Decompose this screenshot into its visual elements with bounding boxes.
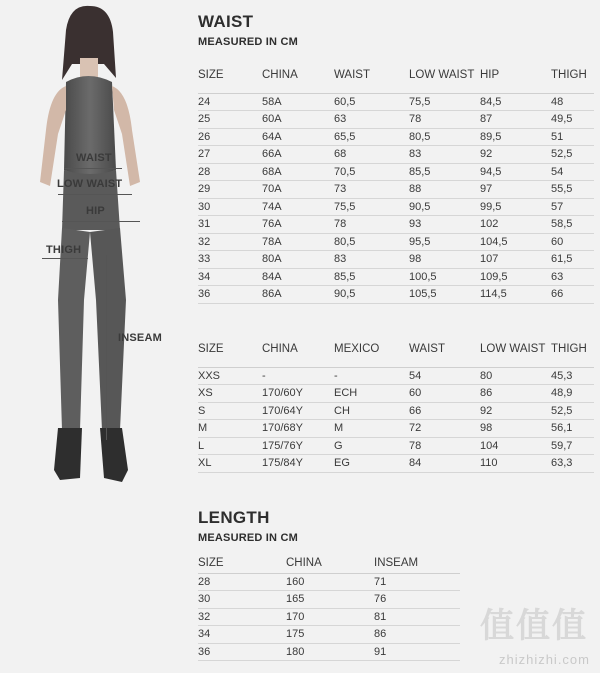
letter-table-row (198, 455, 594, 473)
table-cell: 68A (262, 163, 334, 181)
table-cell: 24 (198, 93, 262, 111)
table-cell: 86A (262, 286, 334, 304)
table-cell: 114,5 (480, 286, 551, 304)
table-cell: XL (198, 455, 262, 473)
table-cell: 68 (334, 146, 409, 164)
table-cell: 60,5 (334, 93, 409, 111)
table-cell: 93 (409, 216, 480, 234)
table-cell: 27 (198, 146, 262, 164)
table-cell: 70A (262, 181, 334, 199)
table-cell: 70,5 (334, 163, 409, 181)
low-waist-line (58, 194, 132, 195)
table-cell: 80,5 (409, 128, 480, 146)
waist-table-row (198, 111, 594, 129)
table-cell: 104 (480, 437, 551, 455)
table-cell: 60A (262, 111, 334, 129)
table-cell: 109,5 (480, 268, 551, 286)
table-cell: 64A (262, 128, 334, 146)
table-cell: 165 (286, 591, 374, 609)
waist-table-row (198, 233, 594, 251)
length-section-subtitle: MEASURED IN CM (198, 532, 298, 544)
table-cell: 175/84Y (262, 455, 334, 473)
table-cell: 48 (551, 93, 594, 111)
table-cell: 55,5 (551, 181, 594, 199)
table-cell: 65,5 (334, 128, 409, 146)
table-cell: 98 (409, 251, 480, 269)
table-cell: 58,5 (551, 216, 594, 234)
table-cell: - (334, 367, 409, 385)
table-cell: 32 (198, 233, 262, 251)
waist-table-row (198, 181, 594, 199)
table-cell: 99,5 (480, 198, 551, 216)
waist-section-subtitle: MEASURED IN CM (198, 36, 298, 48)
table-cell: 89,5 (480, 128, 551, 146)
waist-line (64, 168, 122, 169)
table-cell: 87 (480, 111, 551, 129)
table-cell: 86 (374, 626, 460, 644)
table-cell: 175/76Y (262, 437, 334, 455)
table-cell: 30 (198, 591, 286, 609)
table-cell: 100,5 (409, 268, 480, 286)
table-cell: 175 (286, 626, 374, 644)
table-cell: 34 (198, 268, 262, 286)
label-thigh: THIGH (46, 244, 82, 256)
waist-table-row (198, 286, 594, 304)
label-low-waist: LOW WAIST (57, 178, 123, 190)
col-header-china: CHINA (286, 556, 374, 573)
table-cell: 57 (551, 198, 594, 216)
table-cell: 170/64Y (262, 402, 334, 420)
col-header-china: CHINA (262, 60, 334, 93)
length-table-row (198, 608, 460, 626)
table-cell: L (198, 437, 262, 455)
col-header-waist: WAIST (334, 60, 409, 93)
table-cell: 61,5 (551, 251, 594, 269)
table-cell: 73 (334, 181, 409, 199)
table-cell: 49,5 (551, 111, 594, 129)
waist-table-row (198, 128, 594, 146)
watermark-glyphs: 值值值 (480, 607, 588, 645)
length-table-row (198, 643, 460, 661)
col-header-thigh: THIGH (551, 60, 594, 93)
table-cell: 60 (409, 385, 480, 403)
table-cell: 74A (262, 198, 334, 216)
model-figure (0, 0, 190, 500)
table-cell: 83 (409, 146, 480, 164)
length-table (198, 556, 460, 661)
table-cell: EG (334, 455, 409, 473)
waist-table-header (198, 60, 594, 93)
table-cell: 102 (480, 216, 551, 234)
table-cell: 80,5 (334, 233, 409, 251)
table-cell: 36 (198, 643, 286, 661)
letter-table-header (198, 333, 594, 367)
table-cell: 25 (198, 111, 262, 129)
thigh-line (42, 258, 88, 259)
table-cell: 58A (262, 93, 334, 111)
table-cell: 85,5 (334, 268, 409, 286)
table-cell: 92 (480, 146, 551, 164)
table-cell: 59,7 (551, 437, 594, 455)
table-cell: 34 (198, 626, 286, 644)
label-waist: WAIST (76, 152, 112, 164)
table-cell: CH (334, 402, 409, 420)
letter-table-row (198, 367, 594, 385)
letter-table-row (198, 385, 594, 403)
waist-table-row (198, 93, 594, 111)
waist-table-row (198, 268, 594, 286)
table-cell: 45,3 (551, 367, 594, 385)
table-cell: 75,5 (334, 198, 409, 216)
table-cell: 97 (480, 181, 551, 199)
table-cell: 54 (551, 163, 594, 181)
table-cell: 84A (262, 268, 334, 286)
table-cell: 86 (480, 385, 551, 403)
table-cell: 95,5 (409, 233, 480, 251)
table-cell: 29 (198, 181, 262, 199)
table-cell: 85,5 (409, 163, 480, 181)
table-cell: 51 (551, 128, 594, 146)
table-cell: 63,3 (551, 455, 594, 473)
table-cell: 80A (262, 251, 334, 269)
waist-table-row (198, 146, 594, 164)
length-section (198, 508, 298, 544)
table-cell: 26 (198, 128, 262, 146)
table-cell: 56,1 (551, 420, 594, 438)
table-cell: 66A (262, 146, 334, 164)
table-cell: M (198, 420, 262, 438)
table-cell: 170 (286, 608, 374, 626)
table-cell: 30 (198, 198, 262, 216)
table-cell: 63 (551, 268, 594, 286)
table-cell: 170/68Y (262, 420, 334, 438)
col-header-mexico: MEXICO (334, 333, 409, 367)
table-cell: 78 (334, 216, 409, 234)
table-cell: 54 (409, 367, 480, 385)
table-cell: 72 (409, 420, 480, 438)
hip-line (62, 221, 140, 222)
table-cell: 90,5 (409, 198, 480, 216)
col-header-thigh: THIGH (551, 333, 594, 367)
table-cell: 91 (374, 643, 460, 661)
col-header-waist: WAIST (409, 333, 480, 367)
table-cell: 75,5 (409, 93, 480, 111)
waist-table-row (198, 198, 594, 216)
col-header-size: SIZE (198, 60, 262, 93)
table-cell: 80 (480, 367, 551, 385)
table-cell: 48,9 (551, 385, 594, 403)
letter-table-row (198, 420, 594, 438)
length-table-row (198, 626, 460, 644)
table-cell: 31 (198, 216, 262, 234)
label-hip: HIP (86, 205, 105, 217)
length-table-row (198, 591, 460, 609)
table-cell: 84,5 (480, 93, 551, 111)
table-cell: 32 (198, 608, 286, 626)
table-cell: 180 (286, 643, 374, 661)
table-cell: - (262, 367, 334, 385)
table-cell: 28 (198, 573, 286, 591)
waist-table-body (198, 93, 594, 303)
waist-section-title: WAIST (198, 12, 254, 31)
table-cell: 92 (480, 402, 551, 420)
col-header-hip: HIP (480, 60, 551, 93)
table-cell: 28 (198, 163, 262, 181)
letter-table-body (198, 367, 594, 472)
table-cell: 66 (551, 286, 594, 304)
table-cell: M (334, 420, 409, 438)
table-cell: 76A (262, 216, 334, 234)
table-cell: 81 (374, 608, 460, 626)
table-cell: 88 (409, 181, 480, 199)
table-cell: 94,5 (480, 163, 551, 181)
table-cell: 36 (198, 286, 262, 304)
table-cell: 60 (551, 233, 594, 251)
table-cell: 107 (480, 251, 551, 269)
col-header-inseam: INSEAM (374, 556, 460, 573)
waist-table-row (198, 251, 594, 269)
table-cell: 83 (334, 251, 409, 269)
watermark-site: zhizhizhi.com (498, 652, 590, 667)
table-cell: 52,5 (551, 402, 594, 420)
col-header-china: CHINA (262, 333, 334, 367)
letter-table-row (198, 402, 594, 420)
length-table-body (198, 573, 460, 661)
table-cell: XXS (198, 367, 262, 385)
table-cell: G (334, 437, 409, 455)
waist-section (198, 12, 298, 48)
table-cell: XS (198, 385, 262, 403)
table-cell: 78 (409, 437, 480, 455)
table-cell: 105,5 (409, 286, 480, 304)
model-silhouette (0, 0, 190, 500)
col-header-size: SIZE (198, 333, 262, 367)
waist-table-row (198, 163, 594, 181)
inseam-line (106, 255, 107, 440)
table-cell: 63 (334, 111, 409, 129)
table-cell: ECH (334, 385, 409, 403)
col-header-low-waist: LOW WAIST (480, 333, 551, 367)
table-cell: 71 (374, 573, 460, 591)
table-cell: 66 (409, 402, 480, 420)
table-cell: 76 (374, 591, 460, 609)
table-cell: 90,5 (334, 286, 409, 304)
table-cell: 170/60Y (262, 385, 334, 403)
length-table-row (198, 573, 460, 591)
letter-table-row (198, 437, 594, 455)
table-cell: 78 (409, 111, 480, 129)
length-section-title: LENGTH (198, 508, 270, 527)
col-header-size: SIZE (198, 556, 286, 573)
table-cell: 160 (286, 573, 374, 591)
letter-size-table (198, 333, 594, 473)
waist-table-row (198, 216, 594, 234)
label-inseam: INSEAM (118, 332, 162, 344)
table-cell: 98 (480, 420, 551, 438)
table-cell: 110 (480, 455, 551, 473)
table-cell: 104,5 (480, 233, 551, 251)
col-header-low-waist: LOW WAIST (409, 60, 480, 93)
table-cell: 78A (262, 233, 334, 251)
table-cell: 84 (409, 455, 480, 473)
length-table-header (198, 556, 460, 573)
table-cell: 33 (198, 251, 262, 269)
waist-table (198, 60, 594, 304)
table-cell: S (198, 402, 262, 420)
table-cell: 52,5 (551, 146, 594, 164)
